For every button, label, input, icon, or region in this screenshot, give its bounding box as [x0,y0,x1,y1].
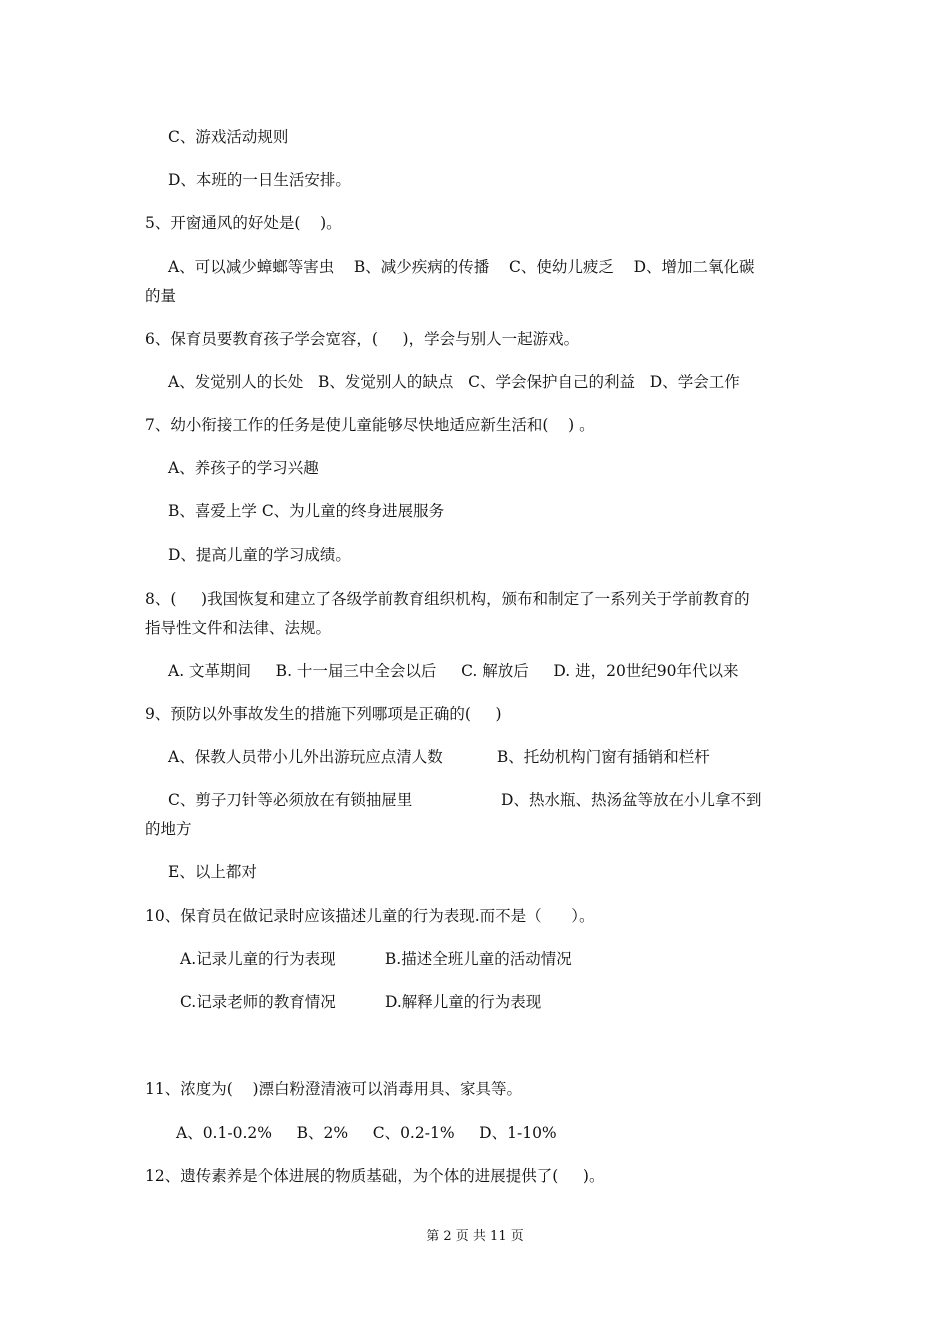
question-6: 6、保育员要教育孩子学会宽容，( )，学会与别人一起游戏。 [145,330,580,348]
question-9-options-continued: 的地方 [145,820,192,838]
question-10-options-a-b: A.记录儿童的行为表现 B.描述全班儿童的活动情况 [180,950,572,968]
page-footer: 第 2 页 共 11 页 [426,1229,524,1244]
question-5: 5、开窗通风的好处是( )。 [145,214,342,232]
option-d-daily-schedule: D、本班的一日生活安排。 [168,171,351,189]
question-11: 11、浓度为( )漂白粉澄清液可以消毒用具、家具等。 [145,1080,523,1098]
question-9-option-e: E、以上都对 [168,863,257,881]
question-7-option-b-c: B、喜爱上学 C、为儿童的终身进展服务 [168,502,445,520]
question-9: 9、预防以外事故发生的措施下列哪项是正确的( ) [145,705,502,723]
question-11-options: A、0.1-0.2% B、2% C、0.2-1% D、1-10% [176,1124,557,1142]
question-7-option-a: A、养孩子的学习兴趣 [168,459,319,477]
question-9-options-c-d: C、剪子刀针等必须放在有锁抽屉里 D、热水瓶、热汤盆等放在小儿拿不到 [168,791,762,809]
question-5-options-continued: 的量 [145,287,177,305]
question-10: 10、保育员在做记录时应该描述儿童的行为表现.而不是（ ）。 [145,907,595,925]
question-8: 8、( )我国恢复和建立了各级学前教育组织机构，颁布和制定了一系列关于学前教育的 [145,590,750,608]
option-c-game-rules: C、游戏活动规则 [168,128,289,146]
question-10-options-c-d: C.记录老师的教育情况 D.解释儿童的行为表现 [180,993,542,1011]
question-5-options: A、可以减少蟑螂等害虫 B、减少疾病的传播 C、使幼儿疲乏 D、增加二氧化碳 [168,258,755,276]
question-7: 7、幼小衔接工作的任务是使儿童能够尽快地适应新生活和( ) 。 [145,416,595,434]
question-6-options: A、发觉别人的长处 B、发觉别人的缺点 C、学会保护自己的利益 D、学会工作 [168,373,740,391]
question-7-option-d: D、提高儿童的学习成绩。 [168,546,351,564]
question-8-options: A. 文革期间 B. 十一届三中全会以后 C. 解放后 D. 进，20世纪90年代以来 [168,662,739,680]
question-9-options-a-b: A、保教人员带小儿外出游玩应点清人数 B、托幼机构门窗有插销和栏杆 [168,748,710,766]
question-12: 12、遗传素养是个体进展的物质基础，为个体的进展提供了( )。 [145,1167,605,1185]
question-8-continued: 指导性文件和法律、法规。 [145,619,332,637]
